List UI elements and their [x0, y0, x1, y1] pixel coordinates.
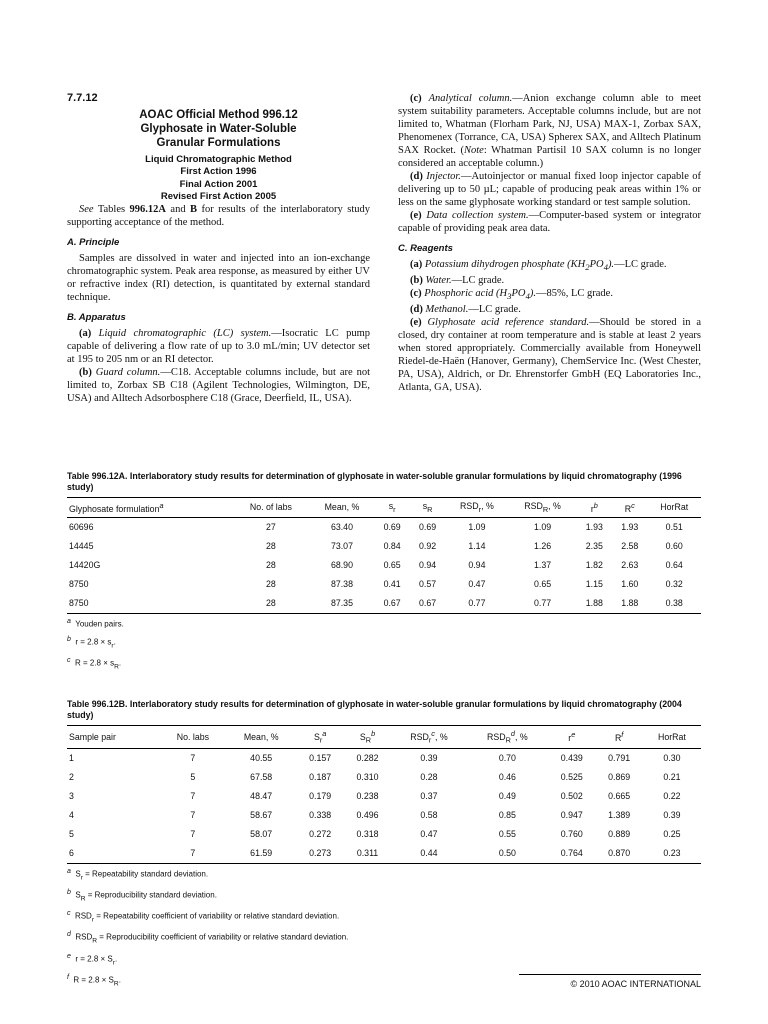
table-b-row — [67, 787, 701, 806]
reagent-item-b: (b) Water.—LC grade. — [410, 275, 505, 287]
table-cell: 0.439 — [560, 753, 583, 764]
table-b-row — [67, 825, 701, 844]
table-cell: 0.84 — [383, 541, 401, 552]
table-b-footnote-f: $^f$ $R = 2.8 \times S_R$. — [67, 973, 121, 988]
table-cell: 1 — [69, 753, 74, 764]
table-a-footnote-b: $^b$ $r = 2.8 \times s_r$. — [67, 635, 116, 649]
table-cell: 7 — [190, 753, 196, 764]
table-cell: 60696 — [69, 522, 94, 533]
table-cell: 0.47 — [420, 829, 438, 840]
table-cell: 0.870 — [595, 844, 642, 864]
table-cell: 58.67 — [250, 810, 273, 821]
table-cell: 0.310 — [356, 772, 379, 783]
method-title: AOAC Official Method 996.12 — [139, 109, 298, 121]
table-cell: 0.67 — [410, 594, 445, 614]
table-cell: 0.869 — [608, 772, 631, 783]
table-b-footnotes — [67, 864, 701, 992]
section-number: 7.7.12 — [67, 92, 98, 104]
col-r: $r^b$ — [577, 498, 612, 518]
table-b-footnote-b: $^b$ $S_R$ = Reproducibility standard deviation. — [67, 888, 217, 903]
table-a-header-row — [67, 498, 701, 518]
table-cell: 1.14 — [468, 541, 486, 552]
reagent-item-a: (a) Potassium dihydrogen phosphate $(KH_2PO_4).—LC$ grade. — [410, 259, 667, 273]
table-cell: 0.37 — [420, 791, 438, 802]
table-cell: 0.311 — [344, 844, 391, 864]
table-b-row — [67, 806, 701, 825]
table-cell: 1.60 — [621, 579, 639, 590]
table-cell: 7 — [190, 810, 196, 821]
table-cell: 0.64 — [665, 560, 683, 571]
table-cell: 0.764 — [548, 844, 595, 864]
table-cell: 0.60 — [665, 541, 683, 552]
col-formulation: Glyphosate formulation$^a$ — [67, 498, 232, 518]
table-a-row — [67, 517, 701, 537]
final-action: Final Action 2001 — [179, 178, 258, 190]
table-cell: 0.157 — [309, 753, 332, 764]
col-rsdR: $RSD_R$, % — [509, 498, 577, 518]
table-cell: 0.55 — [498, 829, 516, 840]
reagent-item-e: (e) Glyphosate acid reference standard.—Should be stored in a closed, dry container at room temperature and is stable at least 2 years when stored appropriately. Commercially available from Honeywell Riedel-de-Haën (Hanover, Germany), ChemService Inc. (West Chester, PA, USA), Aldrich, or Dr. Ehrenstorfer GmbH (EQ Laboratories Inc., Atlanta, GA, USA). — [398, 317, 701, 394]
table-cell: 6 — [67, 844, 160, 864]
table-cell: 0.22 — [663, 791, 681, 802]
table-cell: 0.70 — [498, 753, 516, 764]
table-cell: 0.665 — [608, 791, 631, 802]
apparatus-item-c: (c) Analytical column.—Anion exchange column able to meet system suitability parameters. Acceptable columns include, but are not limited to, Whatman (Florham Park, NJ, USA) MAX-1, Zorbax SAX, Phenomenex (Torrance, CA, USA) Spherex SAX, and Alltech Platinum SAX Rocket. (Note: Whatman Partisil 10 SAX column is no longer considered an acceptable column.) — [398, 93, 702, 169]
col-mean: Mean, % — [310, 498, 375, 518]
table-cell: 3 — [69, 791, 74, 802]
reagents-heading: C. Reagents — [398, 243, 453, 254]
table-cell: 87.35 — [310, 594, 375, 614]
table-cell: 0.49 — [498, 791, 516, 802]
table-cell: 0.25 — [663, 829, 681, 840]
table-b-footnote-d: $^d$ $RSD_R$ = Reproducibility coefficient of variability or relative standard deviation. — [67, 931, 349, 945]
method-subtitle-1: Glyphosate in Water-Soluble — [140, 123, 297, 135]
table-cell: 0.502 — [560, 791, 583, 802]
table-cell: 7 — [160, 844, 226, 864]
col-R: $R^f$ — [595, 726, 642, 749]
table-cell: 8750 — [69, 579, 89, 590]
table-cell: 0.760 — [560, 829, 583, 840]
table-cell: 40.55 — [250, 753, 273, 764]
table-cell: 27 — [265, 522, 276, 533]
reagent-item-c: (c) Phosphoric acid $(H_3PO_4).—85\%$, LC grade. — [410, 288, 613, 302]
apparatus-item-d: (d) Injector.—Autoinjector or manual fixed loop injector capable of delivering up to 50 µL; capable of producing peak areas within 1% or less on the same glyphosate working standard or test sample solution. — [398, 171, 701, 208]
table-cell: 0.30 — [663, 753, 681, 764]
reagent-item-d: (d) Methanol.—LC grade. — [410, 304, 521, 316]
table-a-footnote-c: $^c$ $R = 2.8 \times s_R$. — [67, 656, 122, 671]
method-subtitle-2: Granular Formulations — [156, 137, 281, 149]
table-cell: 87.38 — [330, 579, 353, 590]
revised-action: Revised First Action 2005 — [160, 190, 277, 202]
table-b-footnote-e: $^e$ $r = 2.8 \times S_r$. — [67, 952, 118, 966]
table-cell: 48.47 — [250, 791, 273, 802]
table-cell: 1.37 — [534, 560, 552, 571]
table-b — [67, 699, 701, 991]
table-cell: 5 — [190, 772, 196, 783]
col-sR: $s_R$ — [410, 498, 445, 518]
table-cell: 0.21 — [663, 772, 681, 783]
table-a-footnote-a: $^a$ Youden pairs. — [67, 617, 124, 629]
table-cell: 1.15 — [585, 579, 603, 590]
col-rsdr: $RSD_r^c$, % — [391, 726, 466, 749]
table-cell: 0.318 — [356, 829, 379, 840]
principle-text: Samples are dissolved in water and injected into an ion-exchange chromatographic system. Peak area response, as measured by either UV or refractive index (RI) detection, is quantitated by external standard technique. — [67, 253, 370, 304]
table-cell: 28 — [265, 541, 276, 552]
table-a-grid — [67, 497, 701, 614]
table-cell: 7 — [190, 791, 196, 802]
table-cell: 2 — [69, 772, 74, 783]
apparatus-item-a: (a) Liquid chromatographic (LC) system.—Isocratic LC pump capable of delivering a flow rate of up to 3.0 mL/min; UV detector set at 195 to 205 nm or an RI detector. — [67, 328, 371, 366]
col-labs: No. labs — [160, 726, 226, 749]
table-cell: 0.65 — [534, 579, 552, 590]
table-cell: 1.26 — [534, 541, 552, 552]
table-cell: 0.46 — [498, 772, 516, 783]
table-cell: 0.67 — [374, 594, 409, 614]
table-cell: 1.82 — [585, 560, 603, 571]
col-sr: $s_r$ — [374, 498, 409, 518]
table-cell: 0.272 — [309, 829, 332, 840]
table-b-footnote-c: $^c$ $RSD_r$ = Repeatability coefficient of variability or relative standard deviation. — [67, 910, 340, 924]
table-cell: 1.389 — [608, 810, 631, 821]
table-cell: 1.93 — [585, 522, 603, 533]
table-cell: 14420G — [69, 560, 101, 571]
table-cell: 73.07 — [330, 541, 353, 552]
table-cell: 0.65 — [383, 560, 401, 571]
table-cell: 2.35 — [585, 541, 603, 552]
table-cell: 0.58 — [420, 810, 438, 821]
col-rsdr: $RSD_r$, % — [445, 498, 508, 518]
col-sR: $S_R^b$ — [344, 726, 391, 749]
table-cell: 0.77 — [445, 594, 508, 614]
table-cell: 0.187 — [309, 772, 332, 783]
table-cell: 0.77 — [509, 594, 577, 614]
table-cell: 0.238 — [356, 791, 379, 802]
table-cell: 0.41 — [383, 579, 401, 590]
table-b-row — [67, 768, 701, 787]
table-b-caption: Table 996.12B. Interlaboratory study results for determination of glyphosate in water-soluble granular formulations by liquid chromatography (2004 study) — [67, 699, 682, 720]
col-horrat: HorRat — [647, 498, 701, 518]
table-cell: 63.40 — [330, 522, 353, 533]
table-cell: 0.44 — [391, 844, 466, 864]
table-cell: 67.58 — [250, 772, 273, 783]
table-b-footnote-a: $^a$ $S_r$ = Repeatability standard deviation. — [67, 867, 209, 881]
table-cell: 0.889 — [608, 829, 631, 840]
table-cell: 0.50 — [467, 844, 548, 864]
table-cell: 28 — [265, 579, 276, 590]
table-cell: 0.273 — [296, 844, 343, 864]
table-cell: 8750 — [67, 594, 232, 614]
col-mean: Mean, % — [226, 726, 297, 749]
table-a-row — [67, 537, 701, 556]
right-column — [398, 92, 701, 394]
col-rsdR: $RSD_R^d$, % — [467, 726, 548, 749]
table-cell: 0.47 — [468, 579, 486, 590]
table-cell: 0.28 — [420, 772, 438, 783]
apparatus-heading: B. Apparatus — [67, 312, 126, 324]
table-cell: 14445 — [69, 541, 94, 552]
table-cell: 1.09 — [468, 522, 486, 533]
table-b-row — [67, 748, 701, 768]
table-cell: 0.57 — [418, 579, 437, 590]
table-cell: 0.23 — [643, 844, 701, 864]
col-R: $R^c$ — [612, 498, 647, 518]
table-cell: 0.94 — [468, 560, 486, 571]
table-a-row — [67, 594, 701, 614]
table-cell: 61.59 — [226, 844, 297, 864]
table-cell: 0.282 — [356, 753, 379, 764]
table-cell: 0.338 — [309, 810, 332, 821]
table-cell: 0.791 — [608, 753, 631, 764]
table-cell: 0.69 — [418, 522, 437, 533]
table-a-footnotes — [67, 614, 701, 674]
table-cell: 4 — [69, 810, 74, 821]
table-cell: 0.39 — [663, 810, 681, 821]
table-b-grid — [67, 725, 701, 864]
table-a-row — [67, 556, 701, 575]
table-cell: 0.51 — [665, 522, 683, 533]
table-cell: 1.88 — [577, 594, 612, 614]
col-labs: No. of labs — [232, 498, 309, 518]
table-cell: 0.525 — [560, 772, 583, 783]
table-cell: 0.32 — [665, 579, 683, 590]
col-r: $r^e$ — [548, 726, 595, 749]
intro-paragraph: See Tables 996.12A and B for results of the interlaboratory study supporting acceptance of the method. — [67, 204, 370, 229]
table-cell: 58.07 — [250, 829, 273, 840]
table-a — [67, 471, 701, 674]
method-type: Liquid Chromatographic Method — [145, 154, 292, 165]
table-cell: 2.58 — [621, 541, 639, 552]
left-column — [67, 92, 370, 405]
table-cell: 2.63 — [621, 560, 639, 571]
copyright-footer: © 2010 AOAC INTERNATIONAL — [519, 974, 701, 989]
table-cell: 1.09 — [534, 522, 552, 533]
table-cell: 1.88 — [612, 594, 647, 614]
table-cell: 5 — [69, 829, 74, 840]
table-cell: 0.38 — [647, 594, 701, 614]
apparatus-item-e: (e) Data collection system.—Computer-based system or integrator capable of providing peak area data. — [398, 210, 702, 234]
table-a-row — [67, 575, 701, 594]
apparatus-item-b: (b) Guard column.—C18. Acceptable columns include, but are not limited to, Zorbax SB C18 (Agilent Technologies, Wilmington, DE, USA) and Alltech Adsorbosphere C18 (Grace, Deerfield, IL, USA). — [67, 367, 370, 405]
table-cell: 0.69 — [383, 522, 401, 533]
table-cell: 0.94 — [418, 560, 437, 571]
table-cell: 28 — [265, 560, 276, 571]
table-b-row — [67, 844, 701, 864]
table-cell: 0.85 — [498, 810, 516, 821]
col-sample-pair: Sample pair — [67, 726, 160, 749]
table-b-header-row — [67, 726, 701, 749]
table-cell: 0.39 — [420, 753, 438, 764]
table-cell: 0.947 — [560, 810, 583, 821]
table-cell: 68.90 — [330, 560, 353, 571]
principle-heading: A. Principle — [67, 237, 120, 249]
table-cell: 1.93 — [621, 522, 639, 533]
table-cell: 28 — [232, 594, 309, 614]
first-action: First Action 1996 — [180, 166, 257, 178]
table-a-caption: Table 996.12A. Interlaboratory study results for determination of glyphosate in water-soluble granular formulations by liquid chromatography (1996 study) — [67, 471, 682, 492]
col-horrat: HorRat — [643, 726, 701, 749]
table-cell: 0.496 — [356, 810, 379, 821]
table-cell: 0.179 — [309, 791, 332, 802]
table-cell: 7 — [190, 829, 196, 840]
col-sr: $S_r^a$ — [296, 726, 343, 749]
table-cell: 0.92 — [418, 541, 437, 552]
